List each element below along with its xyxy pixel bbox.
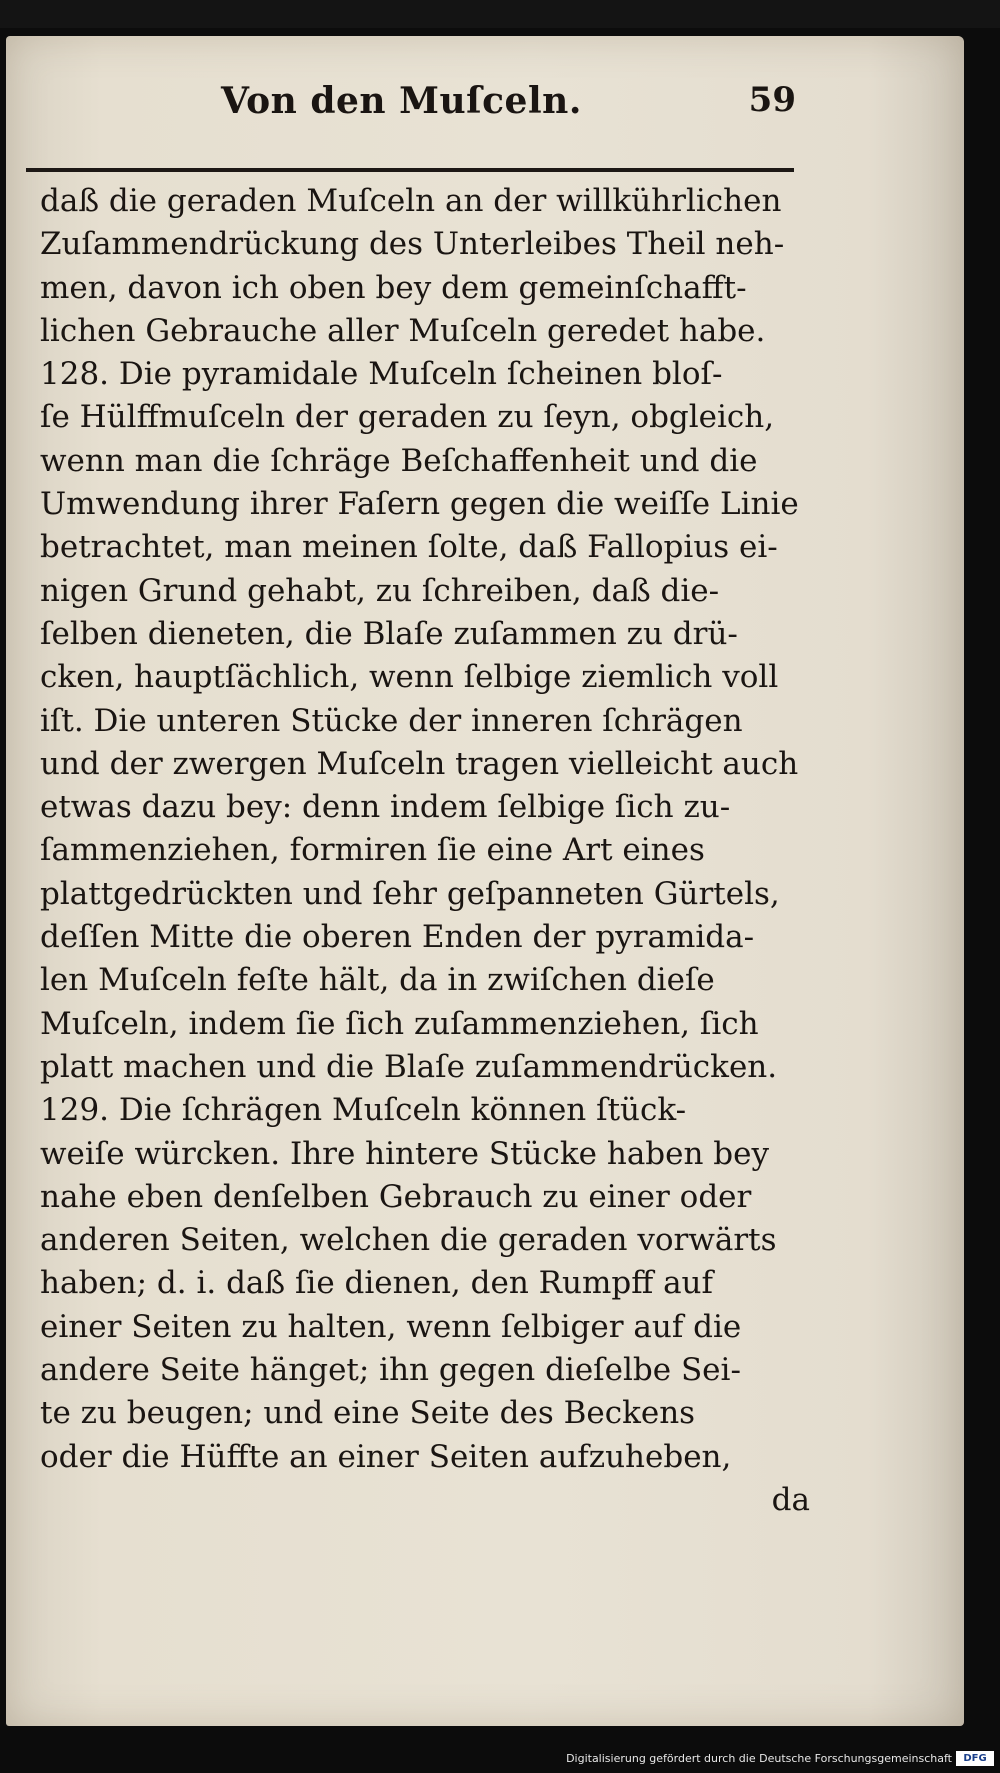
dfg-logo: DFG — [956, 1751, 994, 1766]
text-line: nahe eben denſelben Gebrauch zu einer oder — [40, 1178, 752, 1215]
text-line: betrachtet, man meinen ſolte, daß Fallopius ei- — [40, 529, 778, 566]
text-line: ſelben dieneten, die Blaſe zuſammen zu drü- — [40, 615, 738, 652]
text-line: haben; d. i. daß ſie dienen, den Rumpff auf — [40, 1265, 713, 1302]
page-header — [26, 72, 796, 142]
text-line: ſammenziehen, formiren ſie eine Art eines — [40, 832, 705, 869]
text-line: oder die Hüffte an einer Seiten aufzuheben, — [40, 1438, 732, 1475]
text-line: lichen Gebrauche aller Muſceln geredet habe. — [40, 312, 766, 349]
text-line: weiſe würcken. Ihre hintere Stücke haben bey — [40, 1135, 770, 1172]
text-line: nigen Grund gehabt, zu ſchreiben, daß die- — [40, 572, 720, 609]
text-line: platt machen und die Blaſe zuſammendrücken. — [40, 1048, 778, 1085]
page-number: 59 — [748, 80, 796, 120]
text-line: einer Seiten zu halten, wenn ſelbiger auf die — [40, 1308, 742, 1345]
text-line: plattgedrückten und ſehr geſpanneten Gürtels, — [40, 875, 780, 912]
scan-top-border — [0, 0, 1000, 28]
funding-credit: Digitalisierung gefördert durch die Deutsche Forschungsgemeinschaft — [566, 1752, 952, 1765]
text-line: Umwendung ihrer Faſern gegen die weiſſe Linie — [40, 486, 799, 523]
text-line: 128. Die pyramidale Muſceln ſcheinen bloſ- — [40, 356, 723, 393]
text-line: daß die geraden Muſceln an der willkührlichen — [40, 183, 782, 219]
text-line: Zuſammendrückung des Unterleibes Theil neh- — [40, 226, 785, 263]
text-line: anderen Seiten, welchen die geraden vorwärts — [40, 1222, 777, 1259]
running-title: Von den Muſceln. — [221, 80, 582, 122]
text-line: len Muſceln feſte hält, da in zwiſchen dieſe — [40, 962, 715, 999]
header-rule — [26, 168, 794, 172]
text-line: iſt. Die unteren Stücke der inneren ſchrägen — [40, 702, 743, 739]
text-line: deſſen Mitte die oberen Enden der pyramida- — [40, 919, 755, 956]
text-line: 129. Die ſchrägen Muſceln können ſtück- — [40, 1092, 687, 1129]
text-line: ſe Hülffmuſceln der geraden zu ſeyn, obgleich, — [40, 399, 775, 436]
footer-bar — [0, 1748, 1000, 1773]
text-line: te zu beugen; und eine Seite des Beckens — [40, 1395, 696, 1432]
text-line: men, davon ich oben bey dem gemeinſchafft- — [40, 269, 747, 306]
catchword: da — [771, 1481, 810, 1518]
text-line: cken, hauptſächlich, wenn ſelbige ziemlich voll — [40, 659, 779, 696]
text-line: andere Seite hänget; ihn gegen dieſelbe Sei- — [40, 1352, 741, 1389]
text-line: und der zwergen Muſceln tragen vielleicht auch — [40, 745, 799, 782]
text-line: wenn man die ſchräge Beſchaffenheit und die — [40, 442, 758, 479]
text-line: Muſceln, indem ſie ſich zuſammenziehen, ſich — [40, 1005, 759, 1042]
body-text — [40, 180, 810, 1522]
text-line: etwas dazu bey: denn indem ſelbige ſich zu- — [40, 789, 731, 826]
